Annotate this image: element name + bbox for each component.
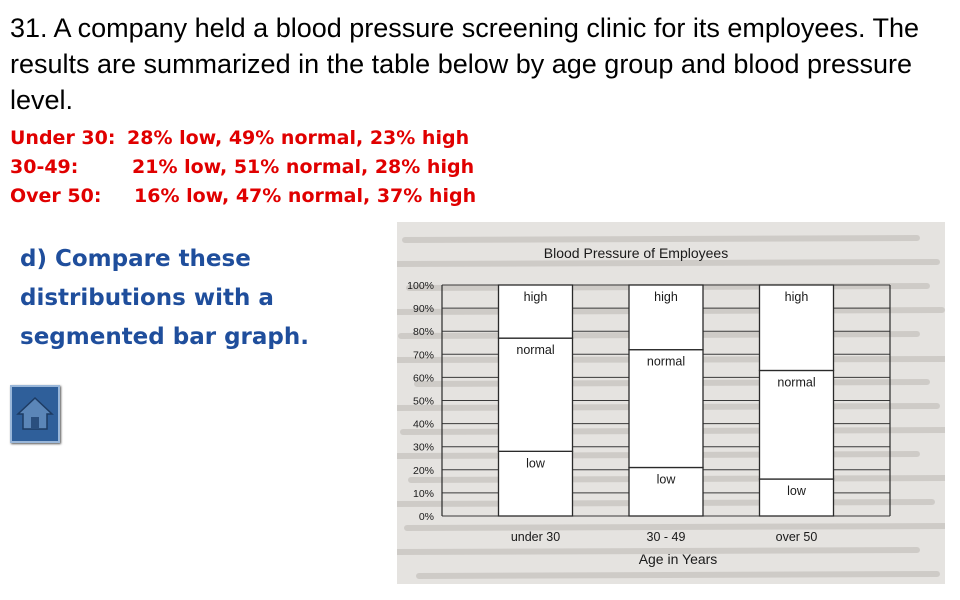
y-tick-label: 40% — [412, 418, 434, 431]
segment-label: normal — [516, 343, 555, 358]
x-axis-label: Age in Years — [638, 551, 718, 567]
question-text: 31. A company held a blood pressure screening clinic for its employees. The results are summarized in the table below by age group and blood pressure level. — [10, 13, 920, 115]
y-tick-label: 10% — [412, 487, 434, 500]
stats-label: Under 30: — [10, 127, 116, 149]
task-prompt-line: distributions with a — [20, 285, 274, 311]
stats-values: 28% low, 49% normal, 23% high — [127, 127, 470, 149]
y-tick-label: 70% — [412, 349, 434, 362]
segment-label: high — [654, 290, 678, 304]
task-prompt-line: segmented bar graph. — [20, 324, 309, 350]
stats-values: 16% low, 47% normal, 37% high — [134, 185, 477, 207]
segment-label: high — [523, 290, 548, 304]
segment-label: normal — [777, 375, 816, 390]
y-tick-label: 30% — [412, 441, 434, 454]
home-button[interactable] — [10, 385, 60, 443]
y-tick-label: 60% — [412, 372, 434, 385]
y-tick-label: 80% — [412, 326, 434, 339]
stats-label: Over 50: — [10, 185, 102, 207]
x-tick-label: 30 - 49 — [646, 530, 686, 544]
home-icon — [16, 395, 54, 433]
segment-label: low — [656, 472, 676, 487]
y-tick-label: 100% — [407, 280, 434, 292]
stats-label: 30-49: — [10, 156, 79, 178]
y-tick-label: 50% — [412, 395, 434, 408]
task-prompt — [20, 240, 360, 357]
y-tick-label: 90% — [412, 303, 434, 316]
segment-label: low — [526, 456, 545, 471]
stats-values: 21% low, 51% normal, 28% high — [132, 156, 475, 178]
task-prompt-line: d) Compare these — [20, 246, 251, 272]
segment-label: low — [787, 484, 806, 499]
textbook-scan — [397, 222, 945, 584]
chart-title: Blood Pressure of Employees — [543, 245, 729, 261]
segmented-bar-chart — [397, 222, 945, 584]
segment-label: high — [784, 290, 809, 304]
y-tick-label: 0% — [418, 511, 434, 523]
segment-label: normal — [646, 354, 686, 369]
x-tick-label: over 50 — [775, 530, 818, 544]
x-tick-label: under 30 — [510, 530, 561, 544]
y-tick-label: 20% — [412, 464, 434, 477]
